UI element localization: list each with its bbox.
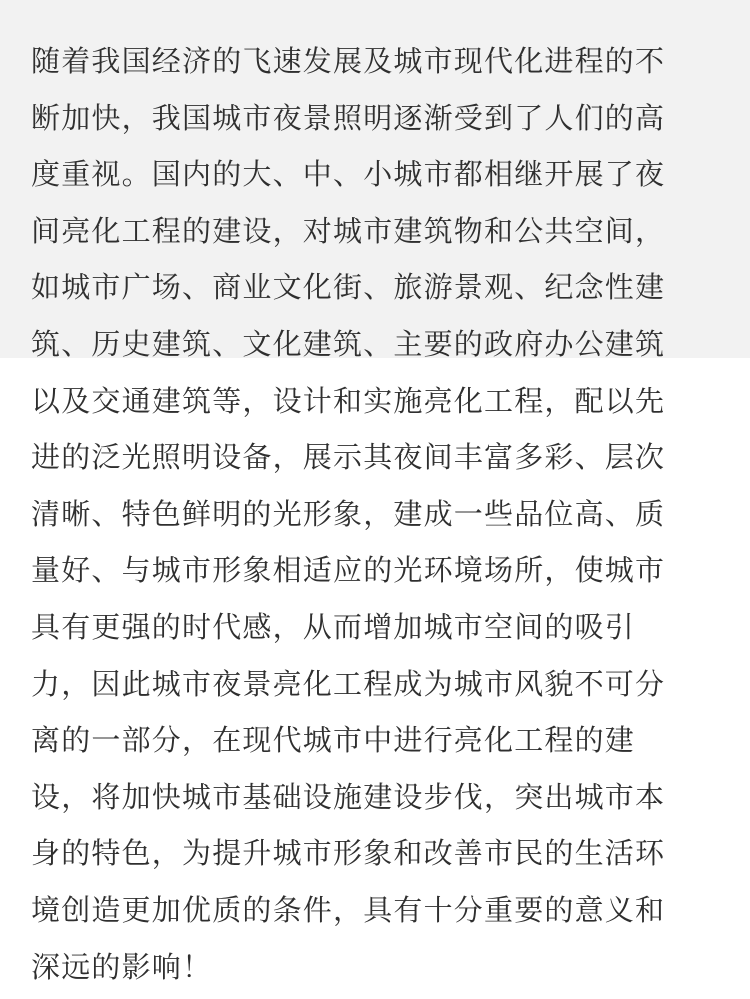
article-line-4: 间亮化工程的建设，对城市建筑物和公共空间，	[31, 213, 666, 248]
article-line-1: 随着我国经济的飞速发展及城市现代化进程的不	[31, 44, 666, 78]
article-line-3: 度重视。国内的大、中、小城市都相继开展了夜	[31, 157, 666, 192]
article-line-10: 量好、与城市形象相适应的光环境场所，使城市	[31, 553, 666, 588]
article-line-5: 如城市广场、商业文化街、旅游景观、纪念性建	[31, 270, 666, 305]
article-line-9: 清晰、特色鲜明的光形象，建成一些品位高、质	[31, 496, 666, 531]
article-line-7: 以及交通建筑等，设计和实施亮化工程，配以先	[31, 383, 666, 418]
article-text	[31, 33, 721, 995]
article-line-15: 身的特色，为提升城市形象和改善市民的生活环	[31, 836, 666, 871]
article-line-16: 境创造更加优质的条件，具有十分重要的意义和	[31, 892, 666, 927]
article-line-2: 断加快，我国城市夜景照明逐渐受到了人们的高	[31, 100, 666, 135]
article-line-12: 力，因此城市夜景亮化工程成为城市风貌不可分	[31, 666, 666, 701]
article-line-6: 筑、历史建筑、文化建筑、主要的政府办公建筑	[31, 326, 666, 361]
article-line-8: 进的泛光照明设备，展示其夜间丰富多彩、层次	[31, 440, 666, 475]
article-line-11: 具有更强的时代感，从而增加城市空间的吸引	[31, 609, 636, 644]
article-line-13: 离的一部分，在现代城市中进行亮化工程的建	[31, 723, 636, 758]
article-line-14: 设，将加快城市基础设施建设步伐，突出城市本	[31, 779, 666, 814]
article-line-17: 深远的影响！	[31, 949, 213, 984]
